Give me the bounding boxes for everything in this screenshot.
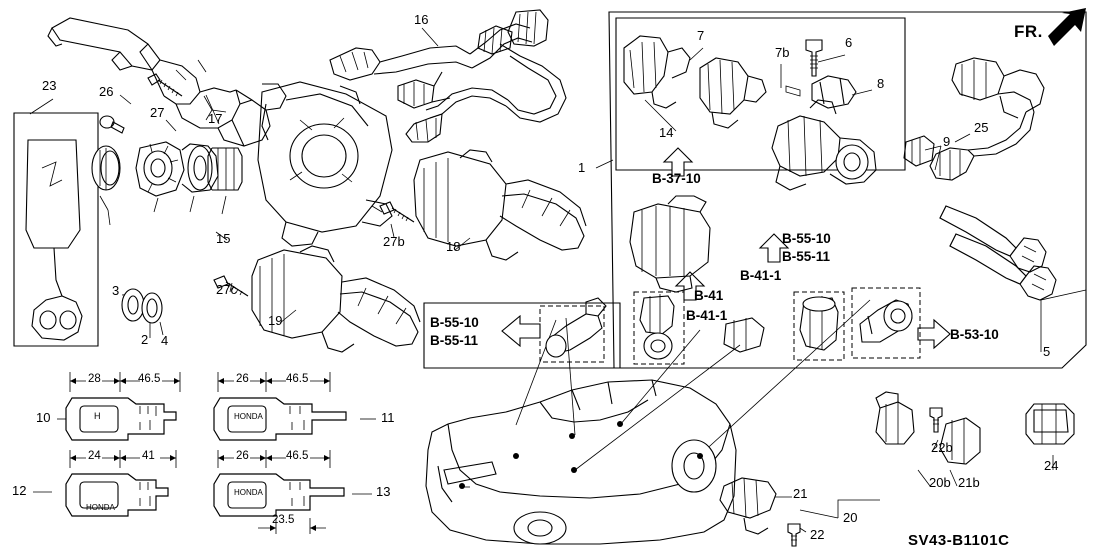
ref-code-b-41: B-41 (694, 288, 724, 303)
dim-26-b: 26 (236, 450, 249, 462)
callout-13: 13 (376, 484, 391, 499)
callout-27c: 27c (216, 282, 237, 297)
callout-1: 1 (578, 160, 586, 175)
ref-code-b-55-11-l: B-55-11 (430, 333, 479, 348)
callout-23: 23 (42, 78, 57, 93)
callout-27: 27 (150, 105, 165, 120)
dim-23-5: 23.5 (272, 514, 295, 526)
dim-46-5-a: 46.5 (138, 373, 161, 385)
ref-code-b-41-1-b: B-41-1 (686, 308, 728, 323)
orientation-label: FR. (1014, 22, 1043, 41)
dim-46-5-c: 46.5 (286, 450, 309, 462)
ref-code-b-55-10-l: B-55-10 (430, 315, 479, 330)
dim-24: 24 (88, 450, 101, 462)
callout-5: 5 (1043, 344, 1051, 359)
callout-7b: 7b (775, 45, 790, 60)
ref-code-b-55-11-r: B-55-11 (782, 249, 831, 264)
callout-17: 17 (208, 111, 223, 126)
key-brand-12: HONDA (86, 503, 115, 512)
key-brand-13: HONDA (234, 488, 263, 497)
callout-3: 3 (112, 283, 120, 298)
callout-16: 16 (414, 12, 429, 27)
callout-20: 20 (843, 510, 858, 525)
callout-9: 9 (943, 134, 951, 149)
callout-19: 19 (268, 313, 283, 328)
callout-27b: 27b (383, 234, 405, 249)
callout-22b: 22b (931, 440, 953, 455)
callout-24: 24 (1044, 458, 1059, 473)
callout-2: 2 (141, 332, 149, 347)
ref-code-b-53-10: B-53-10 (950, 327, 999, 342)
callout-7: 7 (697, 28, 705, 43)
callout-15: 15 (216, 231, 231, 246)
callout-12: 12 (12, 483, 27, 498)
callout-4: 4 (161, 333, 169, 348)
ref-code-b-41-1-a: B-41-1 (740, 268, 782, 283)
dim-26-a: 26 (236, 373, 249, 385)
callout-10: 10 (36, 410, 51, 425)
callout-6: 6 (845, 35, 853, 50)
key-brand-11: HONDA (234, 412, 263, 421)
callout-21: 21 (793, 486, 808, 501)
ref-code-b-37-10: B-37-10 (652, 171, 701, 186)
callout-14: 14 (659, 125, 674, 140)
ref-code-b-55-10-r: B-55-10 (782, 231, 831, 246)
callout-18: 18 (446, 239, 461, 254)
callout-20b: 20b (929, 475, 951, 490)
dim-46-5-b: 46.5 (286, 373, 309, 385)
dim-28: 28 (88, 373, 101, 385)
drawing-number: SV43-B1101C (908, 532, 1010, 549)
dim-41: 41 (142, 450, 155, 462)
key-brand-10: H (94, 411, 101, 421)
callout-22: 22 (810, 527, 825, 542)
callout-21b: 21b (958, 475, 980, 490)
callout-25: 25 (974, 120, 989, 135)
callout-8: 8 (877, 76, 885, 91)
callout-26: 26 (99, 84, 114, 99)
callout-11: 11 (381, 410, 395, 425)
